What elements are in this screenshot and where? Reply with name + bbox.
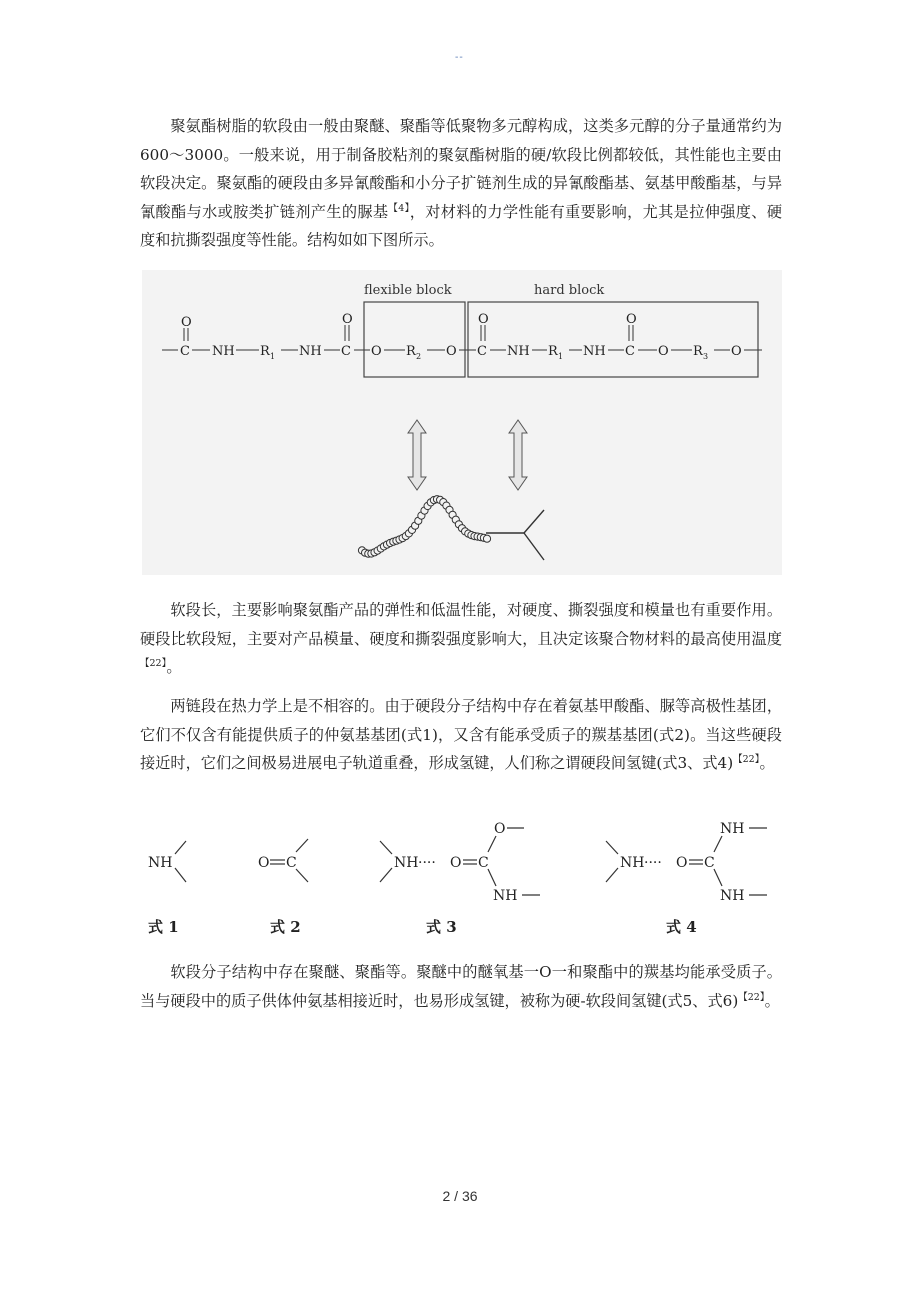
formula3-dots: ····	[418, 855, 436, 871]
atom-nh4: NH	[583, 344, 606, 359]
formula3-o-top: O	[494, 821, 506, 837]
rigid-segment-icon	[486, 510, 544, 560]
atom-nh1: NH	[212, 344, 235, 359]
p1-text: 聚氨酯树脂的软段由一般由聚醚、聚酯等低聚物多元醇构成，这类多元醇的分子量通常约为 600～3000。一般来说，用于制备胶粘剂的聚氨酯树脂的硬/软段比例都较低，其性能也主要由软段决定。聚氨酯的硬段由多异氰酸酯和小分子扩链剂生成的异氰酸酯基、氨基甲酸酯基，与异氰酸酯与水或胺类扩链剂产生的脲基	[140, 117, 782, 221]
formula4-dots: ····	[644, 855, 662, 871]
atom-nh2: NH	[299, 344, 322, 359]
atom-o3: O	[658, 344, 669, 359]
atom-c3: C	[477, 344, 487, 359]
citation: 【22】	[738, 991, 765, 1003]
polyurethane-structure-figure	[142, 270, 782, 575]
p2-text-after: 。	[166, 658, 182, 676]
formula4-o: O	[676, 855, 688, 871]
chain-bead	[483, 535, 490, 542]
atom-c1: C	[180, 344, 190, 359]
paragraph-soft-segment-effect	[140, 596, 782, 682]
double-arrow-left-icon	[408, 420, 426, 490]
p2-text: 软段长，主要影响聚氨酯产品的弹性和低温性能，对硬度、撕裂强度和模量也有重要作用。硬段比软段短，主要对产品模量、硬度和撕裂强度影响大，且决定该聚合物材料的最高使用温度	[140, 601, 782, 648]
formula4-nh-top: NH	[720, 821, 745, 837]
formula4-nh: NH	[620, 855, 645, 871]
atom-r1-sub: 1	[270, 352, 276, 361]
atom-o4: O	[731, 344, 742, 359]
formula2-label: 式 2	[270, 918, 301, 936]
formula3-c: C	[478, 855, 489, 871]
formula3-nh-bottom: NH	[493, 888, 518, 904]
atom-c2: C	[341, 344, 351, 359]
atom-r1: R	[260, 344, 270, 359]
atom-r2: R	[406, 344, 416, 359]
flexible-block-label: flexible block	[364, 283, 452, 298]
page-number: 2 / 36	[442, 1188, 478, 1204]
p4-text-after: 。	[764, 991, 780, 1010]
header-mark: --	[455, 52, 464, 63]
carbonyl-o3: O	[478, 312, 489, 327]
paragraph-soft-segment	[140, 112, 782, 255]
formula4-nh-bottom: NH	[720, 888, 745, 904]
citation: 【4】	[388, 202, 410, 214]
citation: 【22】	[733, 753, 760, 765]
atom-o2: O	[446, 344, 457, 359]
carbonyl-o1: O	[181, 315, 192, 330]
atom-o1: O	[371, 344, 382, 359]
atom-r3-sub: 3	[703, 352, 709, 361]
hydrogen-bond-formulas	[138, 814, 788, 944]
flexible-block-box	[364, 302, 465, 377]
p1-text-after: ，对材料的力学性能有重要影响，尤其是拉伸强度、硬度和抗撕裂强度等性能。结构如如下图所示。	[140, 202, 783, 249]
p3-text: 两链段在热力学上是不相容的。由于硬段分子结构中存在着氨基甲酸酯、脲等高极性基团，它们不仅含有能提供质子的仲氨基基团(式1)，又含有能承受质子的羰基基团(式2)。当这些硬段接近时，它们之间极易进展电子轨道重叠，形成氢键，人们称之谓硬段间氢键(式3、式4)	[140, 697, 782, 772]
atom-nh3: NH	[507, 344, 530, 359]
formula2-c: C	[286, 855, 297, 871]
paragraph-soft-hard-hbonds	[140, 958, 782, 1015]
paragraph-hydrogen-bonds	[140, 692, 782, 778]
hard-block-label: hard block	[534, 283, 605, 298]
atom-r1b-sub: 1	[558, 352, 564, 361]
atom-r3: R	[693, 344, 703, 359]
formula1-nh: NH	[148, 855, 173, 871]
formula3-label: 式 3	[426, 918, 457, 936]
formula1-label: 式 1	[148, 918, 179, 936]
double-arrow-right-icon	[509, 420, 527, 490]
formula4-label: 式 4	[666, 918, 697, 936]
p4-text: 软段分子结构中存在聚醚、聚酯等。聚醚中的醚氧基一O一和聚酯中的羰基均能承受质子。当与硬段中的质子供体仲氨基相接近时，也易形成氢键，被称为硬-软段间氢键(式5、式6)	[140, 963, 782, 1010]
formula2-o: O	[258, 855, 270, 871]
atom-c4: C	[625, 344, 635, 359]
coiled-chain-icon	[358, 496, 490, 558]
carbonyl-o4: O	[626, 312, 637, 327]
p3-text-after: 。	[759, 754, 775, 772]
atom-r1b: R	[548, 344, 558, 359]
carbonyl-o2: O	[342, 312, 353, 327]
formula3-nh: NH	[394, 855, 419, 871]
formula4-c: C	[704, 855, 715, 871]
atom-r2-sub: 2	[416, 352, 422, 361]
formula3-o: O	[450, 855, 462, 871]
hard-block-box	[468, 302, 758, 377]
citation: 【22】	[140, 657, 167, 669]
